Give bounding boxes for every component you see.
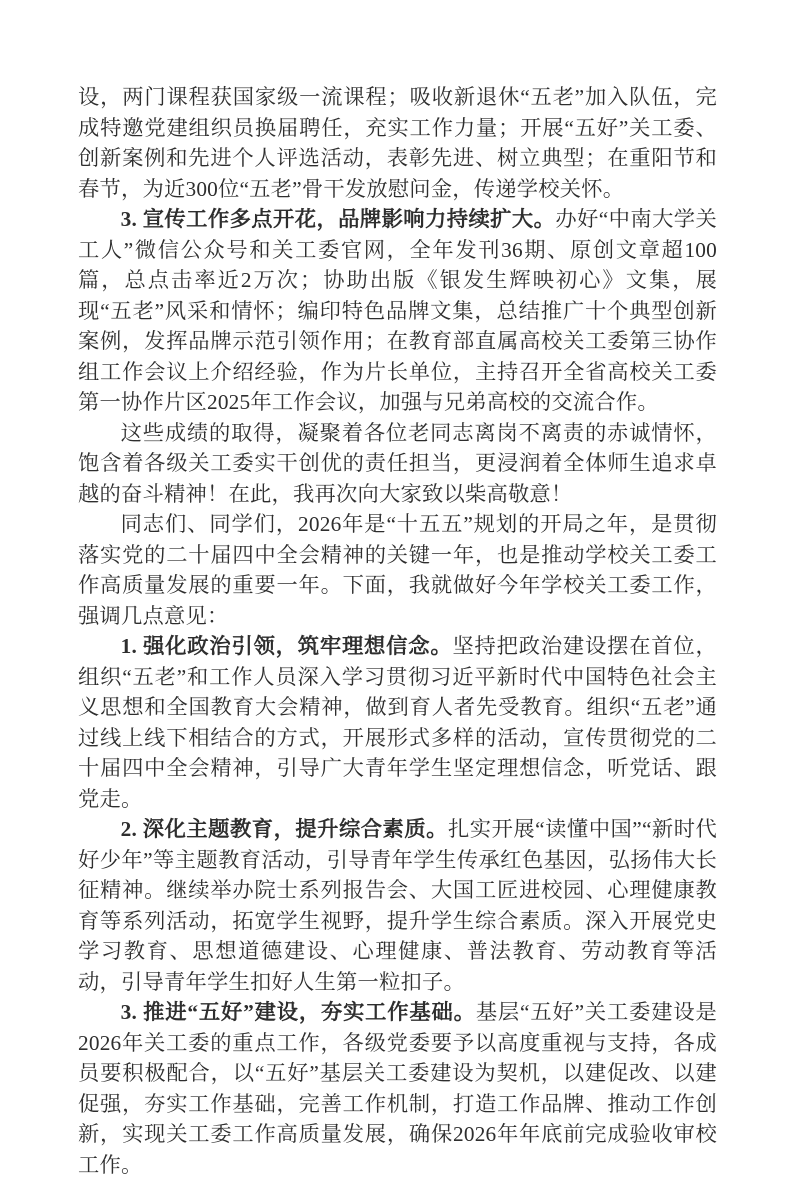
paragraph-point-2-theme-education	[78, 814, 717, 997]
paragraph-text: 设，两门课程获国家级一流课程；吸收新退休“五老”加入队伍，完成特邀党建组织员换届聘任，充实工作力量；开展“五好”关工委、创新案例和先进个人评选活动，表彰先进、树立典型；在重阳节和春节，为近300位“五老”骨干发放慰问金，传递学校关怀。	[78, 85, 717, 201]
document-body-text	[78, 82, 717, 1180]
paragraph-bold-lead: 1. 强化政治引领，筑牢理想信念。	[120, 634, 453, 658]
paragraph-point-1-political-guidance	[78, 631, 717, 814]
paragraph-body: 基层“五好”关工委建设是2026年关工委的重点工作，各级党委要予以高度重视与支持，各成员要积极配合，以“五好”基层关工委建设为契机，以建促改、以建促强，夯实工作基础，完善工作机制，打造工作品牌、推动工作创新，实现关工委工作高质量发展，确保2026年年底前完成验收审校工作。	[78, 1000, 717, 1177]
paragraph-text: 同志们、同学们，2026年是“十五五”规划的开局之年，是贯彻落实党的二十届四中全会精神的关键一年，也是推动学校关工委工作高质量发展的重要一年。下面，我就做好今年学校关工委工作，强调几点意见：	[78, 512, 717, 628]
paragraph-transition-2026	[78, 509, 717, 631]
paragraph-body: 坚持把政治建设摆在首位，组织“五老”和工作人员深入学习贯彻习近平新时代中国特色社会主义思想和全国教育大会精神，做到育人者先受教育。组织“五老”通过线上线下相结合的方式，开展形式多样的活动，宣传贯彻党的二十届四中全会精神，引导广大青年学生坚定理想信念，听党话、跟党走。	[78, 634, 717, 811]
paragraph-body: 扎实开展“读懂中国”“新时代好少年”等主题教育活动，引导青年学生传承红色基因，弘扬伟大长征精神。继续举办院士系列报告会、大国工匠进校园、心理健康教育等系列活动，拓宽学生视野，提升学生综合素质。深入开展党史学习教育、思想道德建设、心理健康、普法教育、劳动教育等活动，引导青年学生扣好人生第一粒扣子。	[78, 817, 717, 994]
paragraph-point-3-wuhao-construction	[78, 997, 717, 1180]
paragraph-text: 这些成绩的取得，凝聚着各位老同志离岗不离责的赤诚情怀，饱含着各级关工委实干创优的责任担当，更浸润着全体师生追求卓越的奋斗精神！在此，我再次向大家致以柴高敬意！	[78, 420, 717, 506]
paragraph-bold-lead: 2. 深化主题教育，提升综合素质。	[120, 817, 448, 841]
paragraph-continuation	[78, 82, 717, 204]
paragraph-bold-lead: 3. 宣传工作多点开花，品牌影响力持续扩大。	[120, 207, 556, 231]
paragraph-body: 办好“中南大学关工人”微信公众号和关工委官网，全年发刊36期、原创文章超100篇，总点击率近2万次；协助出版《银发生辉映初心》文集，展现“五老”风采和情怀；编印特色品牌文集，总结推广十个典型创新案例，发挥品牌示范引领作用；在教育部直属高校关工委第三协作组工作会议上介绍经验，作为片长单位，主持召开全省高校关工委第一协作片区2025年工作会议，加强与兄弟高校的交流合作。	[78, 207, 717, 414]
paragraph-bold-lead: 3. 推进“五好”建设，夯实工作基础。	[120, 1000, 476, 1024]
paragraph-tribute	[78, 418, 717, 510]
paragraph-item-3-publicity	[78, 204, 717, 418]
